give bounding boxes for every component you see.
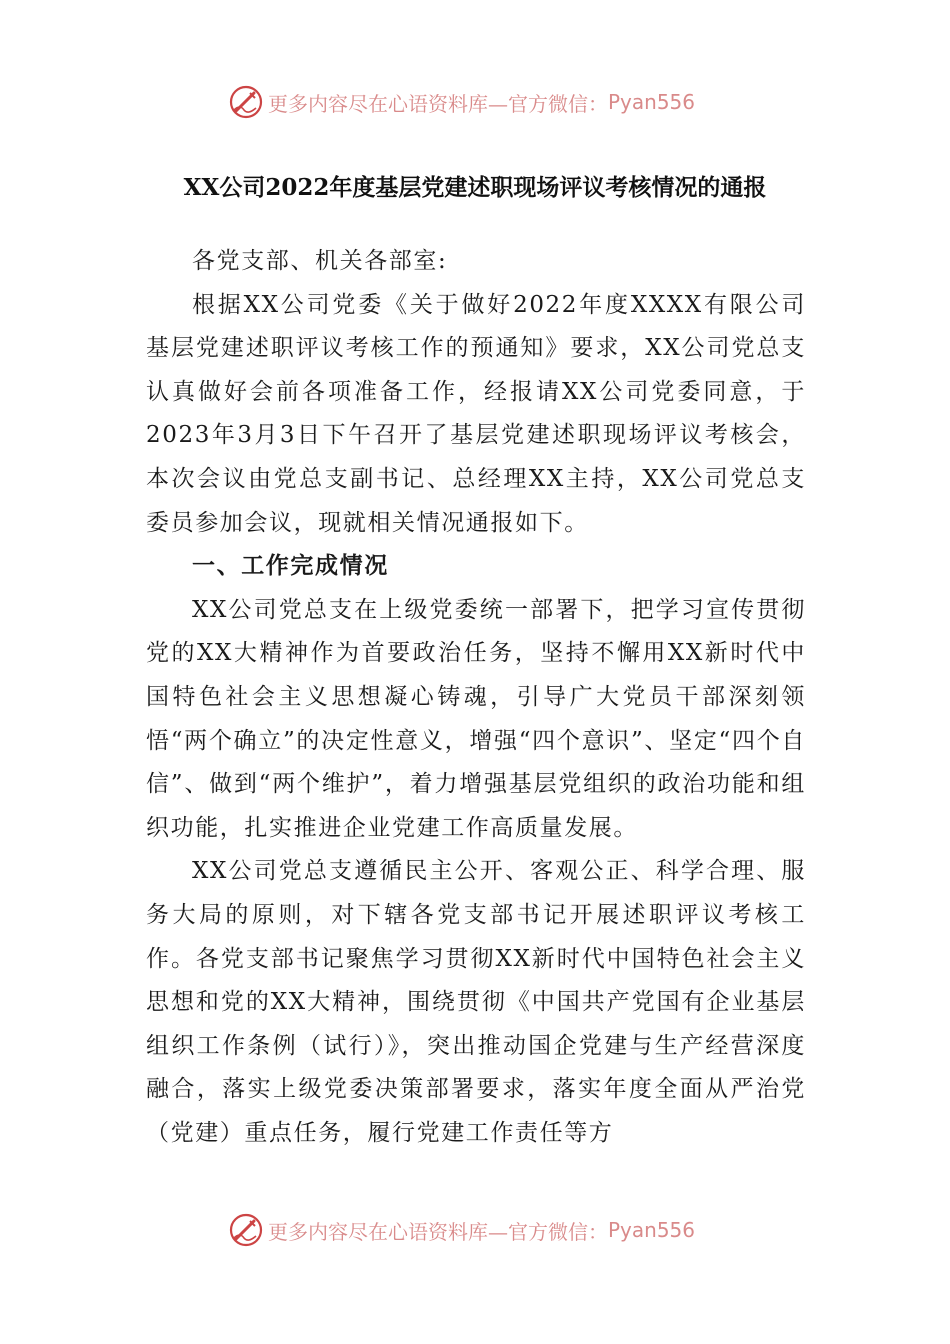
watermark-banner-bottom [0,1210,950,1250]
section-paragraph-1: XX公司党总支在上级党委统一部署下，把学习宣传贯彻党的XX大精神作为首要政治任务，坚持不懈用XX新时代中国特色社会主义思想凝心铸魂，引导广大党员干部深刻领悟“两个确立”的决定性意义，增强“四个意识”、坚定“四个自信”、做到“两个维护”，着力增强基层党组织的政治功能和组织功能，扎实推进企业党建工作高质量发展。 [146,596,806,841]
greeting: 各党支部、机关各部室: [192,248,448,274]
watermark-banner-top [0,82,950,122]
intro-paragraph: 根据XX公司党委《关于做好2022年度XXXX有限公司基层党建述职评议考核工作的预通知》要求，XX公司党总支认真做好会前各项准备工作，经报请XX公司党委同意，于2023年3月3日下午召开了基层党建述职现场评议考核会，本次会议由党总支副书记、总经理XX主持，XX公司党总支委员参加会议，现就相关情况通报如下。 [146,291,806,536]
pen-circle-logo-icon [228,1212,264,1248]
watermark-text: 更多内容尽在心语资料库—官方微信： [268,91,608,116]
watermark-text: 更多内容尽在心语资料库—官方微信： [268,1219,608,1244]
section-paragraph-2: XX公司党总支遵循民主公开、客观公正、科学合理、服务大局的原则，对下辖各党支部书记开展述职评议考核工作。各党支部书记聚焦学习贯彻XX新时代中国特色社会主义思想和党的XX大精神，围绕贯彻《中国共产党国有企业基层组织工作条例（试行）》，突出推动国企党建与生产经营深度融合，落实上级党委决策部署要求，落实年度全面从严治党（党建）重点任务，履行党建工作责任等方 [146,858,806,1146]
pen-circle-logo-icon [228,84,264,120]
section-heading: 一、工作完成情况 [192,553,389,580]
document-body [146,240,806,1155]
document-title: XX公司2022年度基层党建述职现场评议考核情况的通报 [183,174,767,201]
watermark-wechat-id: Pyan556 [608,90,696,114]
watermark-wechat-id: Pyan556 [608,1218,696,1242]
